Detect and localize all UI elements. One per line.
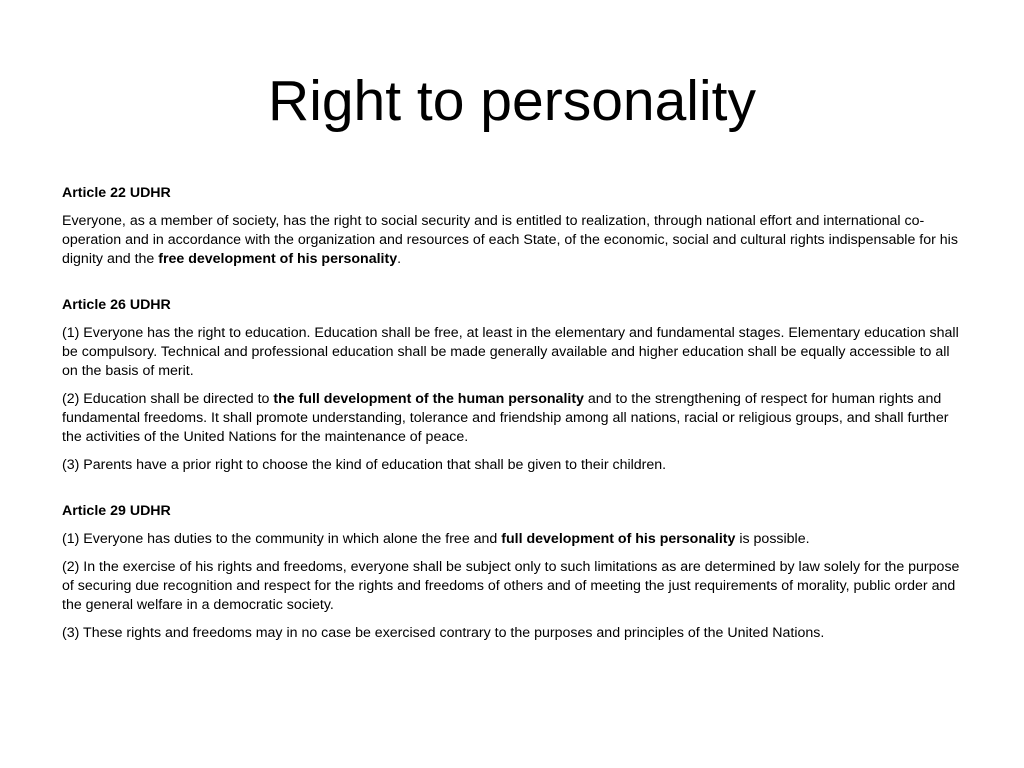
article-paragraph bbox=[62, 558, 962, 615]
paragraph-text: (1) Everyone has duties to the community in which alone the free and bbox=[62, 531, 502, 547]
paragraph-text: (1) Everyone has the right to education. Education shall be free, at least in the elementary and fundamental stages. Elementary education shall be compulsory. Technical and professional education shall be made generally available and higher education shall be equally accessible to all on the basis of merit. bbox=[62, 325, 959, 379]
paragraph-text: (3) These rights and freedoms may in no case be exercised contrary to the purposes and principles of the United Nations. bbox=[62, 625, 825, 641]
article-22 bbox=[62, 184, 962, 269]
paragraph-text: . bbox=[397, 251, 402, 267]
article-paragraph bbox=[62, 212, 962, 269]
slide-title: Right to personality bbox=[268, 69, 756, 133]
paragraph-emphasis: full development of his personality bbox=[501, 531, 736, 547]
slide-body bbox=[62, 184, 962, 643]
article-29 bbox=[62, 502, 962, 643]
paragraph-text: Everyone, as a member of society, has the right to social security and is entitled to realization, through national effort and international co-operation and in accordance with the organization and resources of each State, of the economic, social and cultural rights indispensable for his dignity and the bbox=[62, 213, 958, 267]
article-26 bbox=[62, 296, 962, 475]
paragraph-emphasis: the full development of the human personality bbox=[273, 391, 584, 407]
paragraph-text: (2) In the exercise of his rights and freedoms, everyone shall be subject only to such limitations as are determined by law solely for the purpose of securing due recognition and respect for the rights and freedoms of others and of meeting the just requirements of morality, public order and the general welfare in a democratic society. bbox=[62, 559, 960, 613]
paragraph-text: (3) Parents have a prior right to choose the kind of education that shall be given to their children. bbox=[62, 457, 667, 473]
article-paragraph bbox=[62, 324, 962, 381]
paragraph-text: (2) Education shall be directed to bbox=[62, 391, 274, 407]
article-heading: Article 29 UDHR bbox=[62, 503, 171, 519]
article-paragraph bbox=[62, 456, 962, 475]
paragraph-text: and to the strengthening of respect for human rights and fundamental freedoms. It shall promote understanding, tolerance and friendship among all nations, racial or religious groups, and shall further the activities of the United Nations for the maintenance of peace. bbox=[62, 391, 949, 445]
article-heading: Article 22 UDHR bbox=[62, 185, 171, 201]
paragraph-emphasis: free development of his personality bbox=[158, 251, 398, 267]
article-paragraph bbox=[62, 530, 962, 549]
paragraph-text: is possible. bbox=[735, 531, 810, 547]
article-paragraph bbox=[62, 390, 962, 447]
article-heading: Article 26 UDHR bbox=[62, 297, 171, 313]
article-paragraph bbox=[62, 624, 962, 643]
